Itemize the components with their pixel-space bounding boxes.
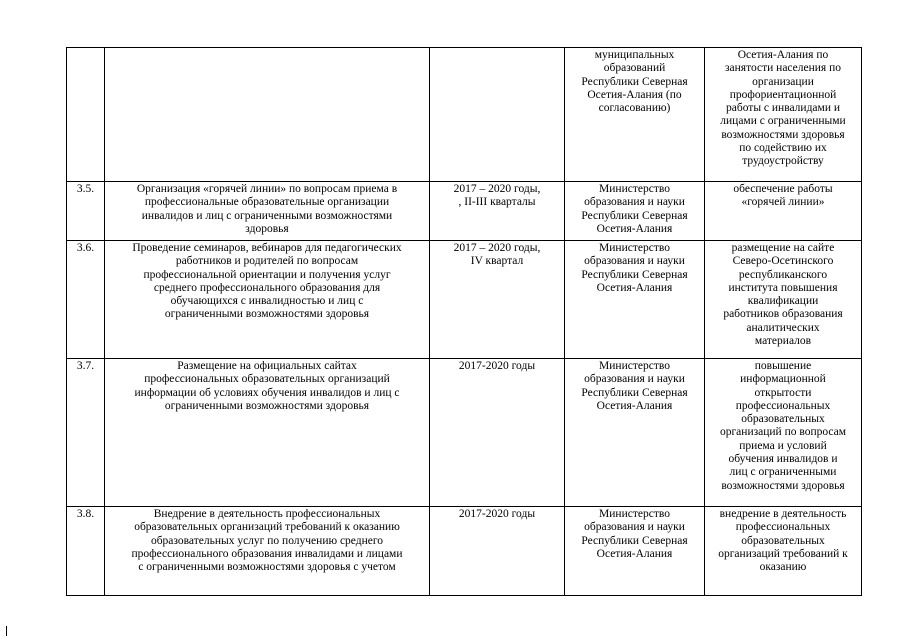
period-cell: 2017 – 2020 годы, , II-III кварталы (430, 182, 565, 241)
result-cell: обеспечение работы «горячей линии» (705, 182, 862, 241)
responsible-cell: Министерство образования и науки Республики Северная Осетия-Алания (565, 182, 705, 241)
measure-cell: Внедрение в деятельность профессиональных образовательных организаций требований к оказанию образовательных услуг по получению среднего профессионального образования инвалидами и лицами с ограниченными возможностями здоровья с учетом (105, 507, 430, 596)
result-cell: Осетия-Алания по занятости населения по организации профориентационной работы с инвалидами и лицами с ограниченными возможностями здоровья по содействию их трудоустройству (705, 48, 862, 182)
result-cell: размещение на сайте Северо-Осетинского республиканского института повышения квалификации работников образования аналитических материалов (705, 241, 862, 359)
result-cell: повышение информационной открытости профессиональных образовательных организаций по вопросам приема и условий обучения инвалидов и лиц с ограниченными возможностями здоровья (705, 359, 862, 507)
responsible-cell: Министерство образования и науки Республики Северная Осетия-Алания (565, 507, 705, 596)
period-cell: 2017 – 2020 годы, IV квартал (430, 241, 565, 359)
measure-cell: Организация «горячей линии» по вопросам приема в профессиональные образовательные организации инвалидов и лиц с ограниченными возможностями здоровья (105, 182, 430, 241)
table-row (67, 241, 862, 359)
row-number: 3.5. (67, 182, 105, 241)
table-row (67, 182, 862, 241)
row-number: 3.8. (67, 507, 105, 596)
measure-cell (105, 48, 430, 182)
row-number: 3.6. (67, 241, 105, 359)
period-cell (430, 48, 565, 182)
responsible-cell: муниципальных образований Республики Северная Осетия-Алания (по согласованию) (565, 48, 705, 182)
measure-cell: Проведение семинаров, вебинаров для педагогических работников и родителей по вопросам профессиональной ориентации и получения услуг среднего профессионального образования для обучающихся с инвалидностью и лиц с ограниченными возможностями здоровья (105, 241, 430, 359)
responsible-cell: Министерство образования и науки Республики Северная Осетия-Алания (565, 241, 705, 359)
responsible-cell: Министерство образования и науки Республики Северная Осетия-Алания (565, 359, 705, 507)
table-row (67, 359, 862, 507)
measures-table (66, 47, 862, 596)
period-cell: 2017-2020 годы (430, 359, 565, 507)
scan-edge-mark (6, 626, 7, 636)
table-row (67, 48, 862, 182)
row-number: 3.7. (67, 359, 105, 507)
row-number (67, 48, 105, 182)
measure-cell: Размещение на официальных сайтах профессиональных образовательных организаций информации об условиях обучения инвалидов и лиц с ограниченными возможностями здоровья (105, 359, 430, 507)
table-row (67, 507, 862, 596)
period-cell: 2017-2020 годы (430, 507, 565, 596)
result-cell: внедрение в деятельность профессиональных образовательных организаций требований к оказанию (705, 507, 862, 596)
